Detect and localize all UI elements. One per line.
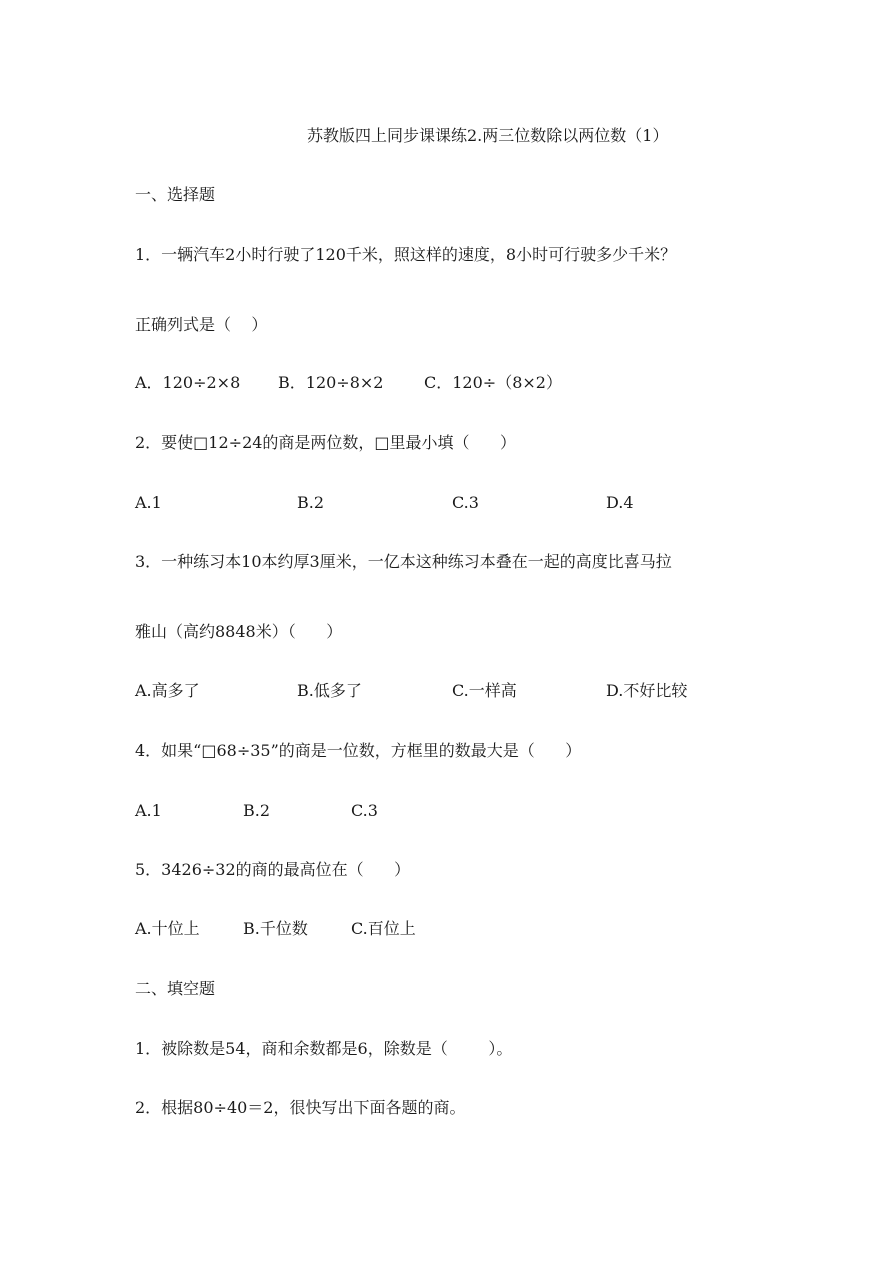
question-4-option-b: B.2 — [243, 801, 271, 820]
fill-question-1-text: 1．被除数是54，商和余数都是6，除数是（ ）。 — [135, 1039, 513, 1058]
question-5-option-b: B.千位数 — [243, 919, 308, 938]
question-1-option-c: C．120÷（8×2） — [424, 373, 562, 392]
question-4-text: 4．如果“□68÷35”的商是一位数，方框里的数最大是（ ） — [135, 741, 582, 760]
question-3-option-c: C.一样高 — [452, 681, 517, 700]
question-5-text: 5．3426÷32的商的最高位在（ ） — [135, 860, 411, 879]
question-3-option-d: D.不好比较 — [606, 681, 688, 700]
question-2-option-b: B.2 — [297, 493, 325, 512]
question-3-text-cont: 雅山（高约8848米）（ ） — [135, 622, 343, 641]
question-3-option-b: B.低多了 — [297, 681, 362, 700]
question-1-text-cont: 正确列式是（ ） — [135, 315, 268, 334]
question-5-option-a: A.十位上 — [135, 919, 200, 938]
question-1-text: 1．一辆汽车2小时行驶了120千米，照这样的速度，8小时可行驶多少千米？ — [135, 245, 677, 264]
question-2-option-d: D.4 — [606, 493, 634, 512]
question-2-option-a: A.1 — [135, 493, 162, 512]
question-1-option-a: A．120÷2×8 — [135, 373, 241, 392]
question-4-option-a: A.1 — [135, 801, 162, 820]
question-3-text: 3．一种练习本10本约厚3厘米，一亿本这种练习本叠在一起的高度比喜马拉 — [135, 552, 672, 571]
question-2-text: 2．要使□12÷24的商是两位数，□里最小填（ ） — [135, 433, 517, 452]
section-header-choice: 一、选择题 — [135, 185, 216, 204]
question-5-option-c: C.百位上 — [351, 919, 416, 938]
section-header-fill: 二、填空题 — [135, 979, 216, 998]
question-3-option-a: A.高多了 — [135, 681, 200, 700]
question-1-option-b: B．120÷8×2 — [278, 373, 384, 392]
page-title: 苏教版四上同步课课练2.两三位数除以两位数（1） — [307, 126, 669, 145]
question-4-option-c: C.3 — [351, 801, 378, 820]
fill-question-2-text: 2．根据80÷40＝2，很快写出下面各题的商。 — [135, 1098, 466, 1117]
question-2-option-c: C.3 — [452, 493, 479, 512]
